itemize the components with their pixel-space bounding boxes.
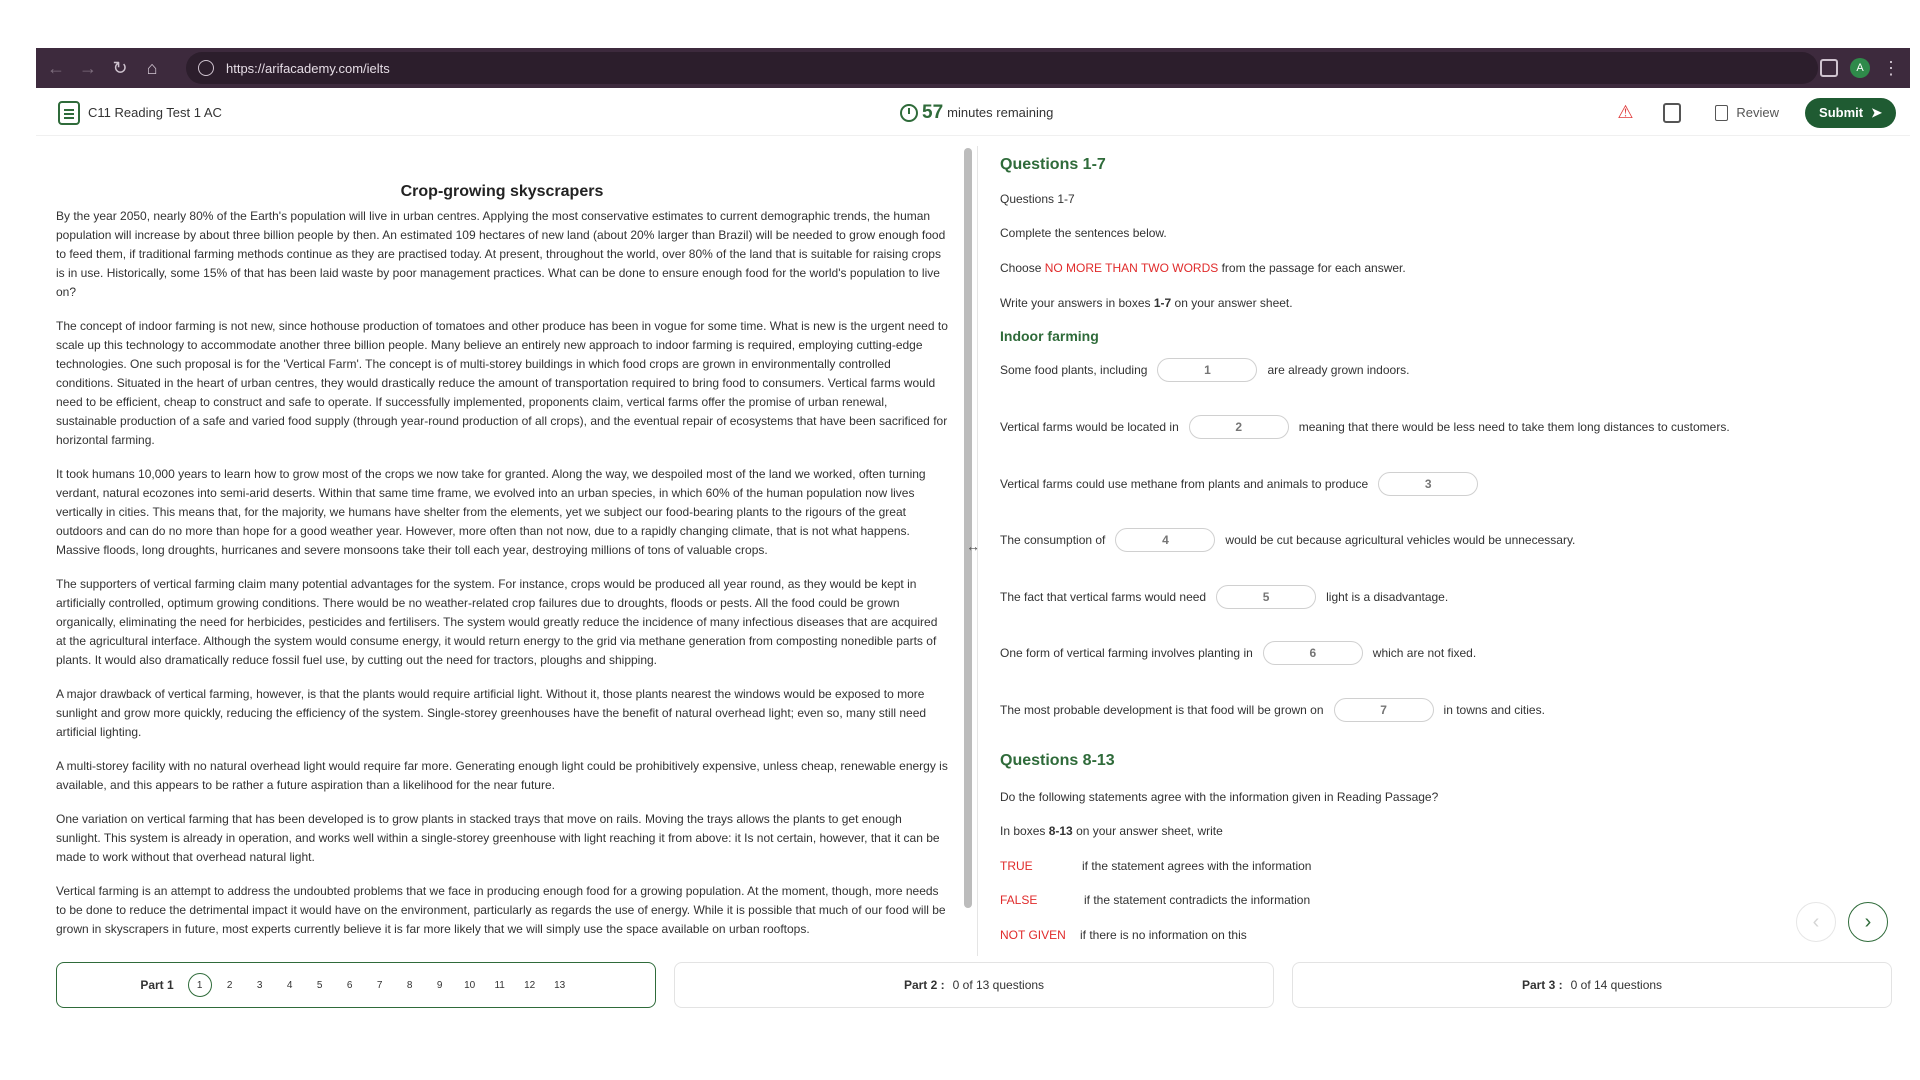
tf-desc: if the statement contradicts the information — [1084, 893, 1311, 907]
home-icon[interactable]: ⌂ — [146, 57, 158, 78]
passage-paragraph: A major drawback of vertical farming, however, is that the plants would require artificial light. Without it, those plants nearest the windows would be exposed to more sunlight and grow more quickly, reducing the efficiency of the system. Single-storey greenhouses have the benefit of natural overhead light; even so, many still need artificial lighting. — [56, 687, 927, 739]
clock-icon — [900, 104, 918, 122]
instruction-text: Write your answers in boxes — [1000, 296, 1154, 310]
reading-passage — [56, 148, 948, 956]
section-subheading: Indoor farming — [1000, 328, 1099, 344]
questions-8-13-heading: Questions 8-13 — [1000, 752, 1115, 769]
question-number-button[interactable]: 6 — [346, 979, 353, 991]
answer-input-2[interactable] — [1189, 415, 1289, 439]
sentence-text: The fact that vertical farms would need — [1000, 590, 1207, 604]
answer-input-4[interactable] — [1115, 528, 1215, 552]
submit-label: Submit — [1819, 105, 1864, 120]
sentence-5 — [1000, 585, 1448, 609]
instruction-boxes — [1000, 824, 1223, 838]
passage-paragraph: By the year 2050, nearly 80% of the Earth's population will live in urban centres. Applying the most conservative estimates to current demographic trends, the human population will increase by about three billion people by then. An estimated 109 hectares of new land (about 20% larger than Brazil) will be needed to grow enough food to feed them, if traditional farming methods continue as they are practised today. At present, throughout the world, over 80% of the land that is suitable for raising crops is in use. Historically, some 15% of that has been laid waste by poor management practices. What can be done to ensure enough food for the world's population to live on? — [56, 209, 946, 299]
answer-input-1[interactable] — [1157, 358, 1257, 382]
instruction-text: on your answer sheet, write — [1072, 824, 1223, 838]
url-text: https://arifacademy.com/ielts — [226, 60, 390, 76]
instruction-statements: Do the following statements agree with the information given in Reading Passage? — [1000, 790, 1439, 804]
chevron-left-icon: ‹ — [1812, 910, 1820, 933]
question-number-button[interactable]: 7 — [376, 979, 383, 991]
sentence-text: The most probable development is that food will be grown on — [1000, 703, 1324, 717]
sentence-text: The consumption of — [1000, 533, 1106, 547]
review-label: Review — [1736, 105, 1780, 120]
sentence-7 — [1000, 698, 1545, 722]
question-number-button[interactable]: 13 — [554, 979, 566, 991]
warning-icon[interactable]: ⚠ — [1617, 102, 1634, 122]
question-number-button[interactable]: 8 — [406, 979, 413, 991]
answer-input-5[interactable] — [1216, 585, 1316, 609]
tf-legend-row — [1000, 859, 1311, 873]
instruction-text: In boxes — [1000, 824, 1049, 838]
question-number-list — [188, 973, 572, 997]
sentence-text: in towns and cities. — [1443, 703, 1545, 717]
questions-subtitle: Questions 1-7 — [1000, 192, 1075, 206]
question-number-button[interactable]: 10 — [464, 979, 476, 991]
sentence-1 — [1000, 358, 1410, 382]
document-icon — [58, 101, 80, 125]
sentence-text: are already grown indoors. — [1267, 363, 1410, 377]
instruction-text: Choose — [1000, 261, 1045, 275]
part-2-label: Part 2 : — [903, 978, 945, 992]
passage-paragraph: A multi-storey facility with no natural overhead light would require far more. Generating enough light could be prohibitively expensive, unless cheap, renewable energy is available, and this appears to be rather a future aspiration than a likelihood for the near future. — [56, 759, 948, 792]
passage-paragraph: Vertical farming is an attempt to address the undoubted problems that we face in producing enough food for a growing population. At the moment, though, more needs to be done to reduce the detrimental impact it would have on the environment, particularly as regards the use of energy. While it is possible that much of our food will be grown in skyscrapers in future, most experts currently believe it is far more likely that we will simply use the space available on urban rooftops. — [56, 884, 946, 936]
passage-paragraph: The concept of indoor farming is not new, since hothouse production of tomatoes and other produce has been in vogue for some time. What is new is the urgent need to scale up this technology to accommodate another three billion people. Many believe an entirely new approach to indoor farming is required, employing cutting-edge technologies. One such proposal is for the 'Vertical Farm'. The concept is of multi-storey buildings in which food crops are grown in environmentally controlled conditions. Situated in the heart of urban centres, they would drastically reduce the amount of transportation required to bring food to consumers. Vertical farms would need to be efficient, cheap to construct and safe to operate. If successfully implemented, proponents claim, vertical farms offer the promise of urban renewal, sustainable production of a safe and varied food supply (through year-round production of all crops), and the eventual repair of ecosystems that have been sacrificed for horizontal farming. — [56, 319, 948, 447]
instruction-text: from the passage for each answer. — [1218, 261, 1406, 275]
timer-label: minutes remaining — [947, 105, 1054, 120]
resize-handle-icon[interactable]: ↔ — [966, 538, 980, 554]
sentence-text: light is a disadvantage. — [1326, 590, 1449, 604]
instruction-complete: Complete the sentences below. — [1000, 226, 1167, 240]
sentence-text: Vertical farms would be located in — [1000, 420, 1179, 434]
answer-input-6[interactable] — [1263, 641, 1363, 665]
instruction-choose — [1000, 261, 1406, 275]
part-3-status: 0 of 14 questions — [1570, 978, 1663, 992]
question-number-button[interactable]: 12 — [524, 979, 536, 991]
more-menu-icon[interactable]: ⋮ — [1882, 58, 1900, 78]
sentence-text: which are not fixed. — [1372, 646, 1477, 660]
part-2-navigator[interactable] — [674, 962, 1274, 1008]
questions-panel — [1000, 148, 1900, 956]
sentence-text: One form of vertical farming involves planting in — [1000, 646, 1253, 660]
test-title: C11 Reading Test 1 AC — [88, 105, 222, 120]
tf-desc: if there is no information on this — [1080, 928, 1247, 942]
part-1-label: Part 1 — [140, 978, 174, 992]
box-range: 1-7 — [1153, 296, 1172, 310]
sentence-3 — [1000, 472, 1478, 496]
passage-paragraph: One variation on vertical farming that has been developed is to grow plants in stacked trays that move on rails. Moving the trays allows the plants to get enough sunlight. This system is already in operation, and works well within a single-storey greenhouse with light reaching it from above: it Is not certain, however, that it can be made to work without that overhead natural light. — [56, 812, 940, 864]
sentence-6 — [1000, 641, 1476, 665]
passage-title: Crop-growing skyscrapers — [400, 183, 604, 200]
tf-key: TRUE — [1000, 859, 1033, 873]
answer-input-7[interactable] — [1334, 698, 1434, 722]
part-2-status: 0 of 13 questions — [952, 978, 1045, 992]
question-number-button[interactable]: 4 — [286, 979, 293, 991]
tf-legend-row — [1000, 928, 1247, 942]
review-button[interactable] — [1703, 99, 1791, 127]
chevron-right-icon: › — [1864, 910, 1872, 933]
browser-toolbar — [36, 48, 1910, 88]
reload-icon[interactable]: ↻ — [112, 57, 128, 78]
back-arrow-icon[interactable]: ← — [47, 57, 65, 78]
forward-arrow-icon[interactable]: → — [79, 57, 97, 78]
timer-value: 57 — [922, 101, 944, 123]
sentence-text: Some food plants, including — [1000, 363, 1148, 377]
tf-key: NOT GIVEN — [1000, 928, 1066, 942]
submit-button[interactable] — [1805, 98, 1896, 128]
next-question-button[interactable] — [1848, 902, 1888, 942]
review-icon — [1715, 105, 1728, 121]
question-number-button[interactable]: 9 — [436, 979, 443, 991]
tf-desc: if the statement agrees with the information — [1082, 859, 1312, 873]
app-header — [36, 90, 1910, 136]
question-number-button[interactable]: 5 — [316, 979, 323, 991]
sentence-2 — [1000, 415, 1730, 439]
sentence-text: would be cut because agricultural vehicles would be unnecessary. — [1225, 533, 1576, 547]
timer — [900, 102, 1053, 124]
instruction-write — [1000, 296, 1293, 310]
questions-1-7-heading: Questions 1-7 — [1000, 156, 1106, 173]
question-number-button[interactable]: 3 — [256, 979, 263, 991]
tf-legend-row — [1000, 893, 1310, 907]
notes-icon[interactable] — [1663, 103, 1681, 123]
question-number-button[interactable]: 1 — [188, 973, 212, 997]
word-limit-text: NO MORE THAN TWO WORDS — [1044, 261, 1219, 275]
sentence-text: meaning that there would be less need to take them long distances to customers. — [1298, 420, 1730, 434]
answer-input-3[interactable] — [1378, 472, 1478, 496]
scrollbar-thumb[interactable] — [964, 148, 972, 908]
passage-paragraph: The supporters of vertical farming claim many potential advantages for the system. For instance, crops would be produced all year round, as they would be kept in artificially controlled, optimum growing conditions. There would be no weather-related crop failures due to droughts, floods or pests. All the food could be grown organically, eliminating the need for herbicides, pesticides and fertilisers. The system would greatly reduce the incidence of many infectious diseases that are acquired at the agricultural interface. Although the system would consume energy, it would return energy to the grid via methane generation from composting nonedible parts of plants. It would also dramatically reduce fossil fuel use, by cutting out the need for tractors, ploughs and shipping. — [56, 577, 938, 667]
address-bar[interactable] — [186, 52, 1818, 84]
tf-key: FALSE — [1000, 893, 1038, 907]
sentence-text: Vertical farms could use methane from plants and animals to produce — [1000, 477, 1369, 491]
profile-avatar[interactable]: A — [1850, 58, 1870, 78]
site-info-icon[interactable] — [198, 60, 214, 76]
previous-question-button[interactable] — [1796, 902, 1836, 942]
part-3-navigator[interactable] — [1292, 962, 1892, 1008]
question-number-button[interactable]: 2 — [226, 979, 233, 991]
part-1-navigator[interactable] — [56, 962, 656, 1008]
sentence-4 — [1000, 528, 1575, 552]
question-number-button[interactable]: 11 — [494, 979, 505, 991]
send-icon: ➤ — [1871, 104, 1882, 120]
instruction-text: on your answer sheet. — [1171, 296, 1293, 310]
extensions-icon[interactable] — [1820, 59, 1838, 77]
part-3-label: Part 3 : — [1521, 978, 1563, 992]
box-range: 8-13 — [1048, 824, 1073, 838]
passage-paragraph: It took humans 10,000 years to learn how to grow most of the crops we now take for granted. Along the way, we despoiled most of the land we worked, often turning verdant, natural ecozones into semi-arid deserts. Within that same time frame, we evolved into an urban species, in which 60% of the human population now lives vertically in cities. This means that, for the majority, we humans have shelter from the elements, yet we subject our food-bearing plants to the rigours of the great outdoors and can do no more than hope for a good weather year. However, more often than not now, due to a rapidly changing climate, that is not what happens. Massive floods, long droughts, hurricanes and severe monsoons take their toll each year, destroying millions of tons of valuable crops. — [56, 467, 926, 557]
